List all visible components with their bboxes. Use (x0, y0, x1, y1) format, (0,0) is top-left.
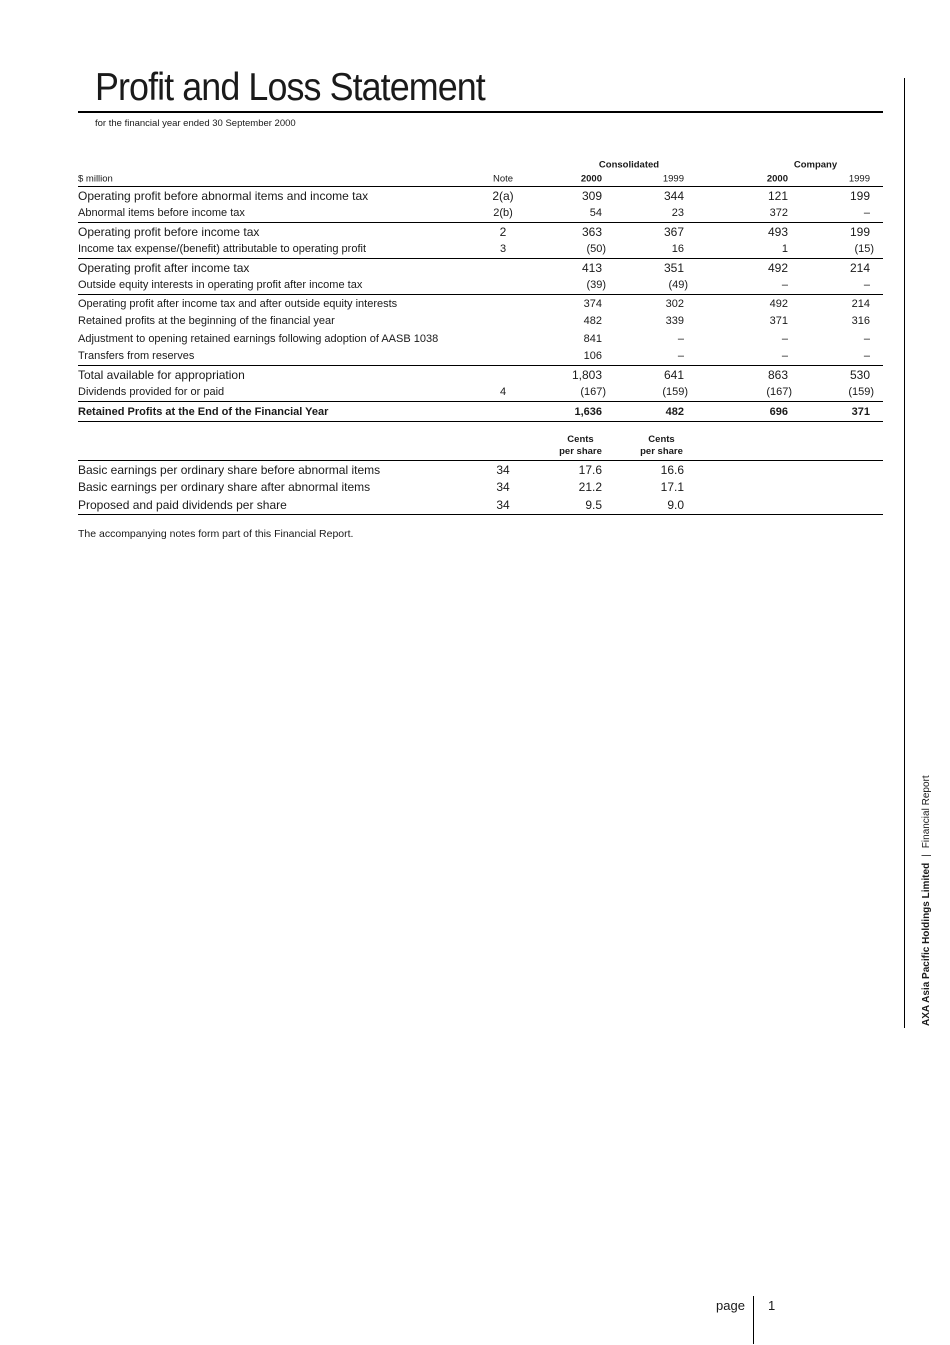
eps-header-row (78, 432, 883, 461)
eps-header-basis: per share (640, 446, 683, 457)
row-label: Basic earnings per ordinary share before abnormal items (78, 462, 381, 477)
table-row (78, 330, 883, 348)
cell-company-1999: – (863, 279, 870, 292)
cell-company-2000: 492 (767, 260, 788, 275)
row-note: 3 (499, 243, 507, 256)
eps-row (78, 479, 883, 497)
row-label: Outside equity interests in operating profit after income tax (78, 279, 363, 292)
cell-eps-2000: 9.5 (585, 497, 602, 512)
cell-company-1999: 371 (851, 405, 870, 418)
table-row (78, 186, 883, 205)
col-company-2000-header: 2000 (766, 173, 788, 185)
page-label: page (716, 1298, 745, 1313)
row-label: Operating profit after income tax (78, 260, 250, 275)
cell-company-2000: 372 (769, 207, 788, 220)
cell-consolidated-2000: (50) (586, 243, 606, 256)
cell-company-2000: 493 (767, 224, 788, 239)
row-label: Retained profits at the beginning of the financial year (78, 315, 335, 328)
row-label: Operating profit before abnormal items and income tax (78, 188, 369, 203)
column-header-row (78, 172, 883, 186)
cell-company-2000: 863 (767, 367, 788, 382)
row-note: 34 (496, 497, 510, 512)
cell-consolidated-1999: (159) (662, 386, 688, 399)
cell-consolidated-2000: 1,636 (574, 405, 602, 418)
cell-company-1999: 214 (849, 260, 870, 275)
table-row (78, 365, 883, 384)
row-label: Adjustment to opening retained earnings following adoption of AASB 1038 (78, 332, 439, 345)
row-label: Dividends provided for or paid (78, 386, 225, 399)
page-number-divider (753, 1296, 754, 1344)
row-label: Basic earnings per ordinary share after abnormal items (78, 480, 371, 495)
row-label: Abnormal items before income tax (78, 207, 245, 220)
row-label: Income tax expense/(benefit) attributable to operating profit (78, 243, 367, 256)
footer-note: The accompanying notes form part of this Financial Report. (78, 528, 354, 540)
cell-consolidated-1999: – (677, 350, 684, 363)
cell-company-1999: 199 (849, 224, 870, 239)
cell-eps-2000: 21.2 (578, 480, 602, 495)
page-subtitle: for the financial year ended 30 September 2000 (95, 118, 296, 129)
row-label: Operating profit after income tax and after outside equity interests (78, 297, 398, 310)
table-row (78, 313, 883, 331)
side-separator: | (921, 854, 932, 857)
col-consolidated-1999-header: 1999 (662, 173, 684, 185)
cell-company-2000: – (781, 332, 788, 345)
table-row (78, 205, 883, 223)
table-row (78, 258, 883, 277)
table-row (78, 384, 883, 402)
cell-company-1999: – (863, 207, 870, 220)
cell-consolidated-1999: 344 (663, 188, 684, 203)
row-label: Retained Profits at the End of the Financial Year (78, 405, 329, 418)
cell-company-2000: 1 (781, 243, 788, 256)
side-company-name: AXA Asia Pacific Holdings Limited (921, 862, 932, 1026)
table-row-total (78, 401, 883, 422)
row-label: Proposed and paid dividends per share (78, 497, 287, 512)
cell-consolidated-2000: 413 (581, 260, 602, 275)
col-company-1999-header: 1999 (848, 173, 870, 185)
cell-consolidated-2000: 374 (583, 297, 602, 310)
row-note: 2 (499, 224, 507, 239)
cell-company-2000: 121 (767, 188, 788, 203)
cell-company-1999: – (863, 350, 870, 363)
cell-consolidated-2000: (39) (586, 279, 606, 292)
table-row (78, 241, 883, 259)
side-running-header (921, 775, 932, 1026)
cell-company-1999: 214 (851, 297, 870, 310)
cell-consolidated-2000: (167) (580, 386, 606, 399)
group-company: Company (793, 159, 838, 171)
side-report-name: Financial Report (921, 775, 932, 849)
cell-eps-1999: 9.0 (667, 497, 684, 512)
profit-loss-table (78, 158, 883, 515)
title-divider (78, 111, 883, 113)
cell-consolidated-1999: 23 (671, 207, 684, 220)
eps-header-basis: per share (559, 446, 602, 457)
cell-consolidated-1999: 367 (663, 224, 684, 239)
group-header-row (78, 158, 883, 172)
cell-company-1999: – (863, 332, 870, 345)
cell-company-1999: 530 (849, 367, 870, 382)
cell-company-2000: 492 (769, 297, 788, 310)
table-row (78, 294, 883, 313)
eps-row (78, 496, 883, 515)
cell-company-1999: 316 (851, 315, 870, 328)
cell-company-2000: 696 (769, 405, 788, 418)
table-row (78, 222, 883, 241)
cell-consolidated-1999: – (677, 332, 684, 345)
cell-consolidated-1999: 302 (665, 297, 684, 310)
row-label: Transfers from reserves (78, 350, 195, 363)
side-divider (904, 78, 905, 1028)
eps-header-1999 (634, 434, 689, 458)
row-note: 4 (499, 386, 507, 399)
row-label: Operating profit before income tax (78, 224, 260, 239)
cell-consolidated-2000: 309 (581, 188, 602, 203)
cell-consolidated-2000: 363 (581, 224, 602, 239)
col-consolidated-2000-header: 2000 (580, 173, 602, 185)
cell-consolidated-1999: 339 (665, 315, 684, 328)
cell-eps-2000: 17.6 (578, 462, 602, 477)
cell-consolidated-1999: (49) (668, 279, 688, 292)
cell-eps-1999: 16.6 (660, 462, 684, 477)
row-note: 2(b) (493, 207, 513, 220)
eps-header-2000 (553, 434, 608, 458)
cell-company-1999: (15) (854, 243, 874, 256)
cell-company-1999: (159) (848, 386, 874, 399)
cell-consolidated-2000: 106 (583, 350, 602, 363)
col-label-header: $ million (78, 173, 113, 185)
cell-company-1999: 199 (849, 188, 870, 203)
section-spacer (78, 422, 883, 432)
row-note: 34 (496, 462, 510, 477)
page-title: Profit and Loss Statement (95, 66, 485, 109)
row-note: 34 (496, 480, 510, 495)
cell-consolidated-2000: 1,803 (571, 367, 602, 382)
table-row (78, 277, 883, 295)
cell-consolidated-2000: 482 (583, 315, 602, 328)
eps-header-unit: Cents (567, 434, 594, 445)
eps-row (78, 461, 883, 479)
col-note-header: Note (492, 173, 514, 185)
row-note: 2(a) (492, 188, 514, 203)
row-label: Total available for appropriation (78, 367, 245, 382)
cell-company-2000: – (781, 350, 788, 363)
cell-consolidated-1999: 351 (663, 260, 684, 275)
cell-company-2000: (167) (766, 386, 792, 399)
cell-eps-1999: 17.1 (660, 480, 684, 495)
page-number: 1 (768, 1298, 776, 1313)
cell-consolidated-1999: 641 (663, 367, 684, 382)
cell-consolidated-1999: 16 (671, 243, 684, 256)
cell-consolidated-1999: 482 (665, 405, 684, 418)
cell-consolidated-2000: 841 (583, 332, 602, 345)
cell-consolidated-2000: 54 (589, 207, 602, 220)
table-row (78, 348, 883, 366)
cell-company-2000: 371 (769, 315, 788, 328)
cell-company-2000: – (781, 279, 788, 292)
eps-header-unit: Cents (648, 434, 675, 445)
group-consolidated: Consolidated (598, 159, 660, 171)
